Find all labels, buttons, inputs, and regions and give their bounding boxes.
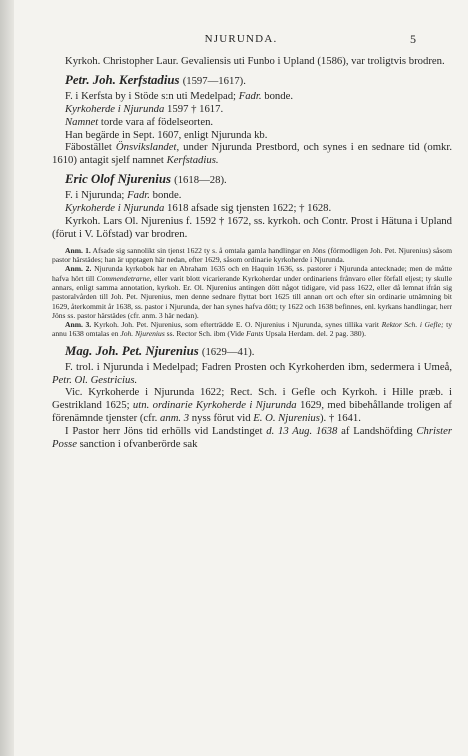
- note-text: Rektor Sch. i Gefle;: [381, 320, 444, 330]
- text-span: bonde.: [149, 189, 182, 202]
- entry-name: Mag. Joh. Pet. Njurenius: [65, 343, 199, 358]
- note-text: Fants: [246, 329, 264, 339]
- entry-name: Petr. Joh. Kerfstadius: [65, 72, 180, 87]
- note-label: Anm. 2.: [65, 264, 92, 274]
- entry-dates: (1618—28).: [174, 174, 227, 187]
- entry-line: Kyrkoh. Lars Ol. Njurenius f. 1592 † 1672, ss. kyrkoh. och Contr. Prost i Hätuna i Upland (förut i V. Löfstad) var brodren.: [52, 214, 452, 240]
- text-span: Fäbostället: [65, 141, 116, 154]
- top-line-2: (1586), var troligtvis brodren.: [317, 55, 445, 67]
- entry-line: [52, 361, 452, 387]
- text-span: Fadr.: [238, 89, 262, 102]
- page-header: [14, 33, 468, 49]
- text-span: d. 13 Aug. 1638: [266, 425, 338, 438]
- note-text: Commendetrarne,: [96, 273, 152, 283]
- entry-line: [52, 202, 452, 215]
- text-span: F. i Kerfsta by i Stöde s:n uti Medelpad;: [65, 89, 239, 102]
- text-span: F. i Njurunda;: [65, 189, 128, 202]
- text-span: Fadr.: [127, 189, 150, 202]
- book-spine-shadow: [0, 0, 14, 756]
- note-text: Afsade sig sannolikt sin tjenst 1622 ty s. å omtala gamla handlingar en Jöns (förmodligen Joh. Pet. Njurenius) såsom pastor härstädes; han är upptagen här nedan, efter 1629, såsom ordinarie kyrkoherde i Njurunda.: [52, 245, 452, 265]
- text-span: Vic. Kyrkoherde i Njurunda 1622; Rect. Sch. i Gefle och Kyrkoh. i Hille præb. i Gestrikland 1625;: [52, 386, 452, 412]
- text-span: Kyrkoherde i Njurunda: [65, 202, 165, 215]
- entry-line: [52, 116, 452, 129]
- entry-line: [52, 386, 452, 425]
- entry-line: Han begärde in Sept. 1607, enligt Njurunda kb.: [65, 128, 268, 141]
- note-text: eller varit blott vicarierande Kyrkoherdar under ordinariens frånvaro eller förfall eljest; ty skulle annars, enligt samma annotation, kyrkoh. Er. Ol. Njurenius antingen dött något tidigare, vid pass 1622, eller då lemnat ifrån sig pastoralvården till Joh. Pet. Njurenius, men denne sednare flyttat bort 1625 till annan ort och efter sin ordinarie utnämning bit 1629, återkommit år 1638, ss. pastor i Njurunda, der han synes hafva dött; ty 1622 och 1638 befinnes, enl. kyrkans handlingar, herr Jöns ss. pastor härstädes (cfr. anm. 3 här nedan).: [52, 273, 452, 320]
- note-text: Njurunda kyrkobok har en Abraham 1635 och en Haquin 1636, ss. pastorer i Njurunda antecknade; men de måtte hafva hört till: [52, 264, 453, 283]
- note-label: Anm. 3.: [65, 320, 92, 330]
- note-text: ty annu 1638 omtalas en: [52, 320, 452, 339]
- note-text: Upsala Herdam. del. 2 pag. 380).: [263, 329, 366, 339]
- text-span: utn. ordinarie Kyrkoherde i Njurunda: [132, 399, 297, 412]
- text-span: under Njurunda Prestbord, och synes i en sednare tid (omkr. 1610) antagit sjelf namnet: [52, 141, 452, 167]
- text-span: Christer Posse: [52, 425, 452, 451]
- text-span: 1597 † 1617.: [164, 102, 224, 115]
- running-title: NJURUNDA.: [204, 33, 278, 45]
- text-span: Petr. Ol. Gestricius.: [52, 373, 138, 386]
- text-span: Namnet: [65, 115, 99, 128]
- text-span: af Landshöfding: [337, 425, 417, 438]
- text-span: ). † 1641.: [319, 412, 361, 425]
- entry-name: Eric Olof Njurenius: [65, 172, 171, 187]
- entry-line: [52, 141, 452, 167]
- top-paragraph: [52, 55, 452, 68]
- text-span: anm. 3: [160, 412, 190, 425]
- entry-line: [52, 90, 452, 103]
- top-line-1: Kyrkoh. Christopher Laur. Gevaliensis uti Funbo i Upland: [65, 55, 315, 67]
- text-span: E. O. Njurenius: [253, 412, 320, 425]
- entry-line: [52, 103, 452, 116]
- entry-dates: (1629—41).: [201, 345, 255, 358]
- entry-dates: (1597—1617).: [182, 74, 246, 87]
- note-2: [52, 264, 452, 320]
- page-number: 5: [410, 32, 416, 46]
- note-text: ss. Rector Sch. ibm (Vide: [164, 329, 247, 339]
- text-span: torde vara af födelseorten.: [98, 115, 214, 128]
- text-span: Kerfstadius.: [166, 154, 219, 167]
- text-span: I Pastor herr Jöns tid erhölls vid Landstinget: [65, 425, 267, 438]
- text-span: bonde.: [261, 89, 294, 102]
- entry-line: [52, 189, 452, 202]
- text-span: Kyrkoherde i Njurunda: [65, 102, 165, 115]
- text-span: nyss förut vid: [189, 412, 254, 425]
- note-label: Anm. 1.: [65, 245, 91, 255]
- text-span: F. trol. i Njurunda i Medelpad; Fadren Prosten och Kyrkoherden ibm, sedermera i Umeå,: [65, 360, 452, 373]
- entry-line: [52, 425, 452, 451]
- page-body: [52, 55, 452, 451]
- text-span: 1618 afsade sig tjensten 1622; † 1628.: [164, 202, 332, 215]
- note-text: Kyrkoh. Joh. Pet. Njurenius, som efterträdde E. O. Njurenius i Njurunda, synes tillika varit: [91, 320, 382, 330]
- book-page: [14, 0, 468, 756]
- note-1: [52, 246, 452, 265]
- text-span: Önsvikslandet,: [115, 141, 180, 154]
- entry-title-njurenius-eric: [52, 173, 452, 187]
- note-text: Joh. Njurenius: [120, 329, 165, 339]
- entry-title-njurenius-joh: [52, 345, 452, 359]
- text-span: sanction i ofvanberörde sak: [76, 438, 198, 451]
- note-3: [52, 320, 452, 339]
- text-span: 1629, med bibehållande troligen af förenämnde tjenster (cfr.: [52, 399, 452, 425]
- entry-title-kerfstadius: [52, 74, 452, 88]
